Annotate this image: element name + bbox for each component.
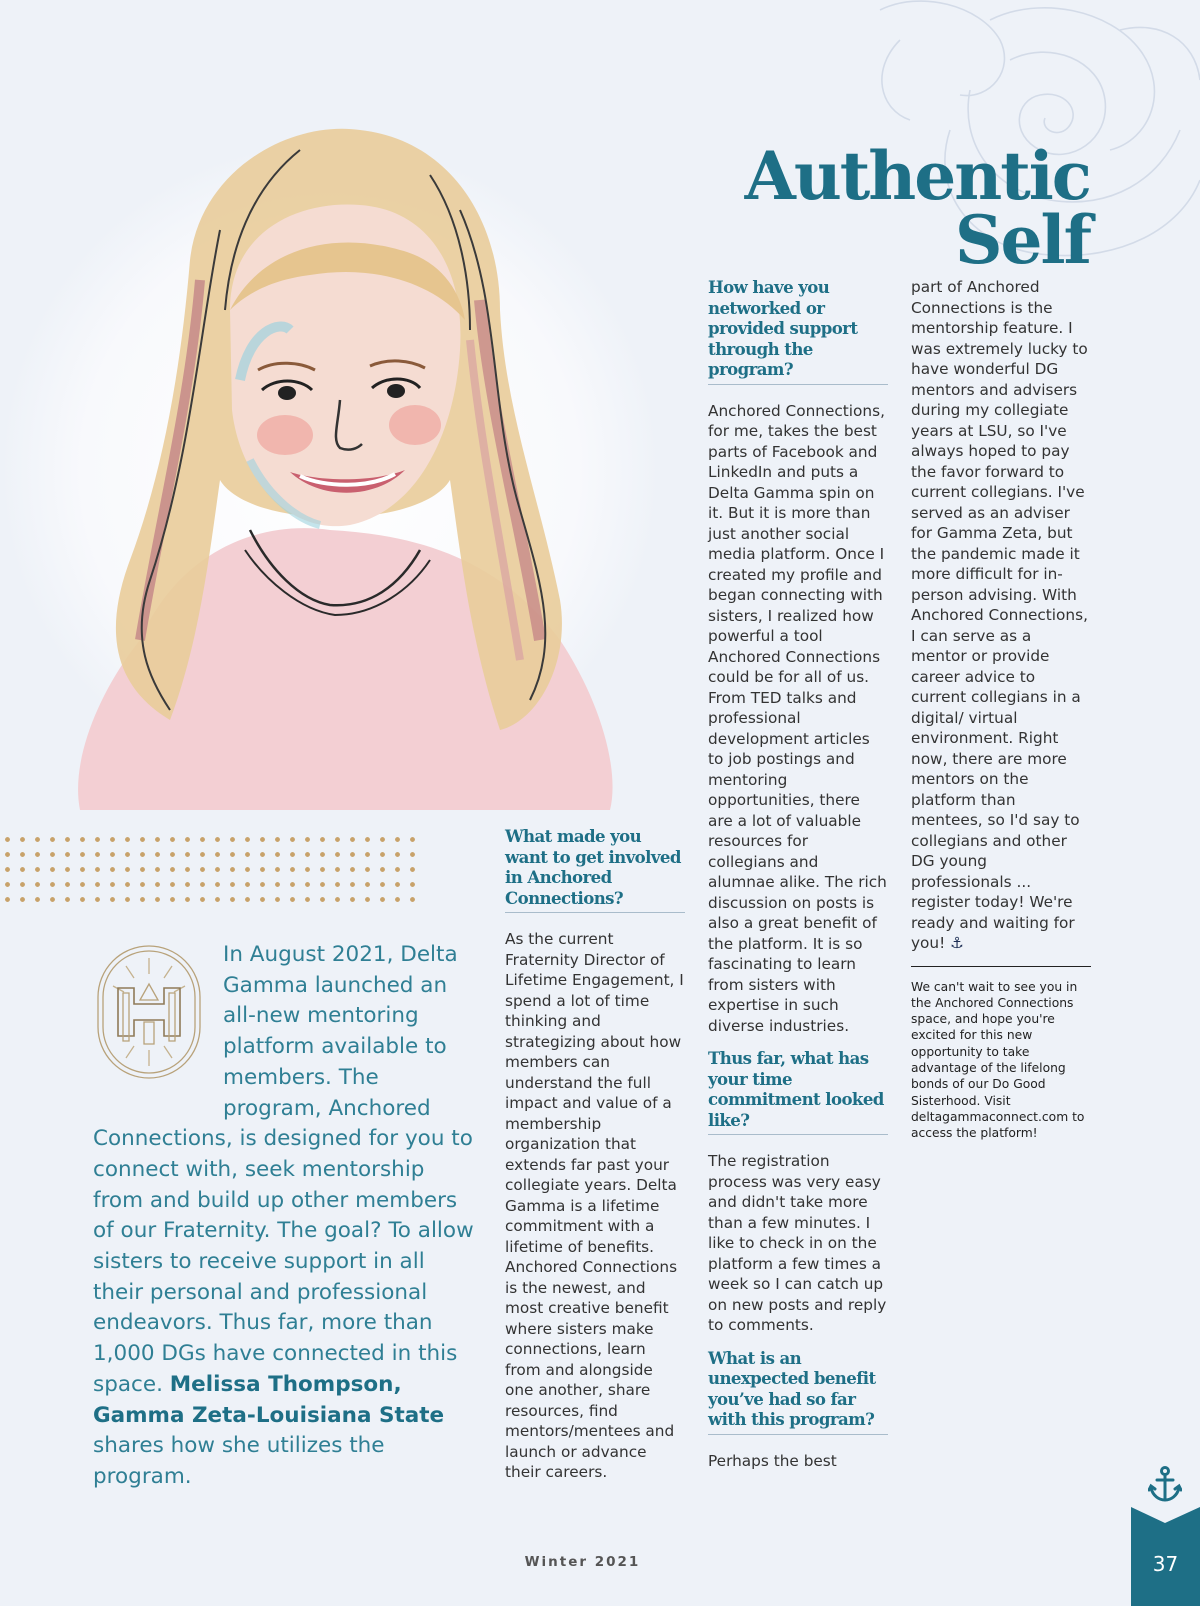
anchor-icon <box>1148 1466 1182 1502</box>
title-line-1: Authentic <box>744 137 1090 216</box>
intro-paragraph <box>93 940 475 1493</box>
dotted-pattern-decoration <box>0 832 425 902</box>
article-title <box>744 137 1090 280</box>
intro-text: In August 2021, Delta Gamma launched an all-new mentoring platform available to members. The program, Anchored Connections, is designed for you to connect with, seek mentorship from and build up other members of our Fraternity. The goal? To allow sisters to receive support in all their personal and professional endeavors. Thus far, more than 1,000 DGs have connected in this space. <box>93 942 474 1397</box>
end-anchor-icon: ⚓ <box>950 934 964 952</box>
answer-paragraph: The registration process was very easy and didn't take more than a few minutes. I like to check in on the platform a few times a week so I can catch up on new posts and reply to comments. <box>708 1152 887 1334</box>
answer-paragraph: Perhaps the best <box>708 1451 837 1470</box>
answer-paragraph: As the current Fraternity Director of Lifetime Engagement, I spend a lot of time thinking and strategizing about how members can understand the full impact and value of a membership organization that extends far past your collegiate years. Delta Gamma is a lifetime commitment with a lifetime of benefits. Anchored Connections is the newest, and most creative benefit where sisters make connections, learn from and alongside one another, share resources, find mentors/mentees and launch or advance their careers. <box>505 930 684 1481</box>
column-3 <box>911 277 1091 1141</box>
answer-paragraph: Anchored Connections, for me, takes the best parts of Facebook and LinkedIn and puts a Delta Gamma spin on it. But it is more than just another social media platform. Once I created my profile and began connecting with sisters, I realized how powerful a tool Anchored Connections could be for all of us. From TED talks and professional development articles to job postings and mentoring opportunities, there are a lot of valuable resources for collegians and alumnae alike. The rich discussion on posts is also a great benefit of the platform. It is so fascinating to learn from sisters with expertise in such diverse industries. <box>708 401 887 1035</box>
issue-footer: Winter 2021 <box>524 1554 641 1570</box>
divider <box>911 966 1091 967</box>
column-1 <box>505 826 685 1495</box>
page-number: 37 <box>1152 1552 1179 1576</box>
question-heading: How have you networked or provided support through the program? <box>708 277 888 385</box>
column-2 <box>708 277 888 1483</box>
answer-continued-text: part of Anchored Connections is the mentorship feature. I was extremely lucky to have wonderful DG mentors and advisers during my collegiate years at LSU, so I've always hoped to pay the favor forward to current collegians. I've served as an adviser for Gamma Zeta, but the pandemic made it more difficult for in-person advising. With Anchored Connections, I can serve as a mentor or provide career advice to current collegians in a digital/ virtual environment. Right now, there are more mentors on the platform than mentees, so I'd say to collegians and other DG young professionals ... register today! We're ready and waiting for you! <box>911 278 1088 952</box>
question-heading: What is an unexpected benefit you’ve had so far with this program? <box>708 1348 888 1435</box>
question-heading: What made you want to get involved in Anchored Connections? <box>505 826 685 913</box>
question-heading: Thus far, what has your time commitment looked like? <box>708 1048 888 1135</box>
title-line-2: Self <box>954 201 1090 280</box>
dropcap-spacer <box>93 940 223 1122</box>
portrait-illustration <box>0 80 690 810</box>
intro-author: Melissa Thompson, Gamma Zeta-Louisiana State <box>93 1371 445 1428</box>
closing-note: We can't wait to see you in the Anchored Connections space, and hope you're excited for this new opportunity to take advantage of the lifelong bonds of our Do Good Sisterhood. Visit deltagammaconnect.com to access the platform! <box>911 979 1085 1141</box>
intro-tail: shares how she utilizes the program. <box>93 1433 385 1489</box>
answer-paragraph-continued <box>911 277 1091 954</box>
